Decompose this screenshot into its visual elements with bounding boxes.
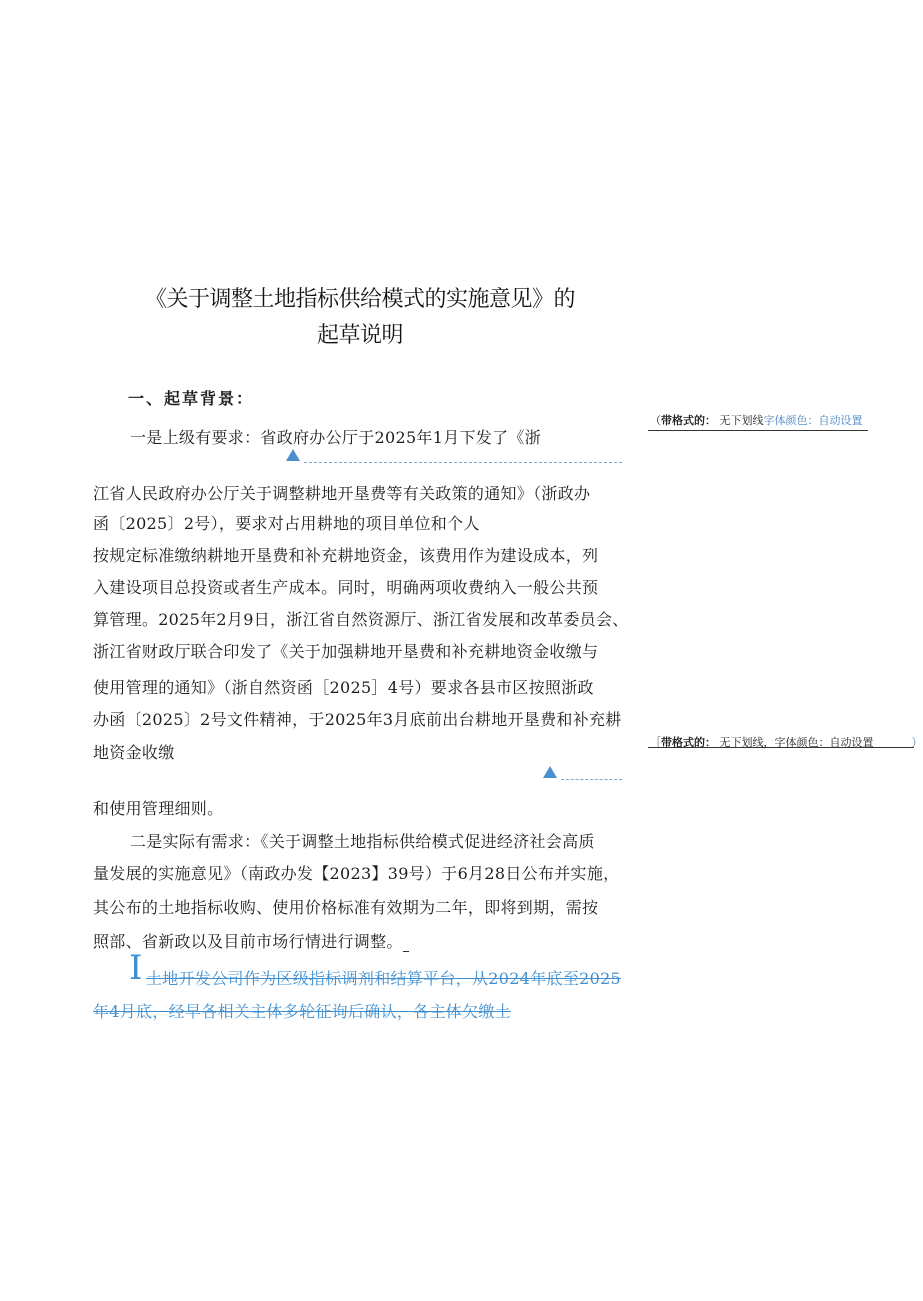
section1-heading: 一、起草背景： <box>128 389 255 408</box>
deleted-text-line[interactable]: 土地开发公司作为区级指标调剂和结算平台，从2024年底至2025 <box>146 969 622 988</box>
comment-divider <box>648 747 914 748</box>
triangle-marker-icon[interactable] <box>286 449 300 461</box>
doc-title-line1: 《关于调整土地指标供给模式的实施意见》的 <box>144 287 575 312</box>
triangle-marker-icon[interactable] <box>543 766 557 778</box>
comment-key: 带格式的： <box>661 414 716 427</box>
para1-line[interactable]: 算管理。2025年2月9日，浙江省自然资源厅、浙江省发展和改革委员会、 <box>93 610 629 629</box>
format-comment[interactable]: ［带格式的： 无下划线，字体颜色：自动设置 ） <box>650 736 923 749</box>
para1-line[interactable]: 使用管理的通知》（浙自然资函［2025］4号）要求各县市区按照浙政 <box>93 678 594 697</box>
para1-line[interactable]: 一是上级有要求：省政府办公厅于2025年1月下发了《浙 <box>130 428 541 447</box>
para1-line[interactable]: 办函〔2025〕2号文件精神，于2025年3月底前出台耕地开垦费和补充耕 <box>93 710 622 729</box>
para2-line[interactable]: 其公布的土地指标收购、使用价格标准有效期为二年，即将到期，需按 <box>93 898 599 917</box>
revision-connector-line <box>304 462 622 463</box>
para1-line[interactable]: 按规定标准缴纳耕地开垦费和补充耕地资金，该费用作为建设成本，列 <box>93 546 599 565</box>
para2-line[interactable]: 照部、省新政以及目前市场行情进行调整。 <box>93 929 409 952</box>
format-comment[interactable]: （带格式的： 无下划线字体颜色：自动设置 <box>650 414 863 427</box>
comment-text: 无下划线， <box>719 736 775 749</box>
revision-marker[interactable] <box>543 766 622 780</box>
i-beam-cursor-icon: I <box>129 948 143 988</box>
para1-tail[interactable]: 和使用管理细则。 <box>93 799 224 818</box>
para1-line[interactable]: 浙江省财政厅联合印发了《关于加强耕地开垦费和补充耕地资金收缴与 <box>93 642 599 661</box>
comment-text: 字体颜色：自动设置 <box>763 414 863 427</box>
para1-line[interactable]: 江省人民政府办公厅关于调整耕地开垦费等有关政策的通知》（浙政办 <box>93 484 591 503</box>
para2-line[interactable]: 量发展的实施意见》（南政办发【2023】39号）于6月28日公布并实施， <box>93 864 620 883</box>
doc-title-line2: 起草说明 <box>316 323 403 348</box>
revision-connector-line <box>561 779 622 780</box>
deleted-text-line[interactable]: 年4月底，经早各相关主体多轮征询后确认，各主体欠缴土 <box>93 1002 511 1021</box>
comment-text: 无下划线 <box>719 414 764 427</box>
comment-key: 带格式的： <box>661 736 716 749</box>
comment-text: 字体颜色：自动设置 <box>774 736 874 749</box>
para1-line[interactable]: 地资金收缴 <box>93 743 175 762</box>
revision-marker[interactable] <box>286 449 622 463</box>
para2-line[interactable]: 二是实际有需求：《关于调整土地指标供给模式促进经济社会高质 <box>130 832 595 851</box>
para1-line[interactable]: 入建设项目总投资或者生产成本。同时，明确两项收费纳入一般公共预 <box>93 578 599 597</box>
comment-divider <box>648 430 868 431</box>
para1-line[interactable]: 函〔2025〕2号），要求对占用耕地的项目单位和个人 <box>93 514 480 533</box>
